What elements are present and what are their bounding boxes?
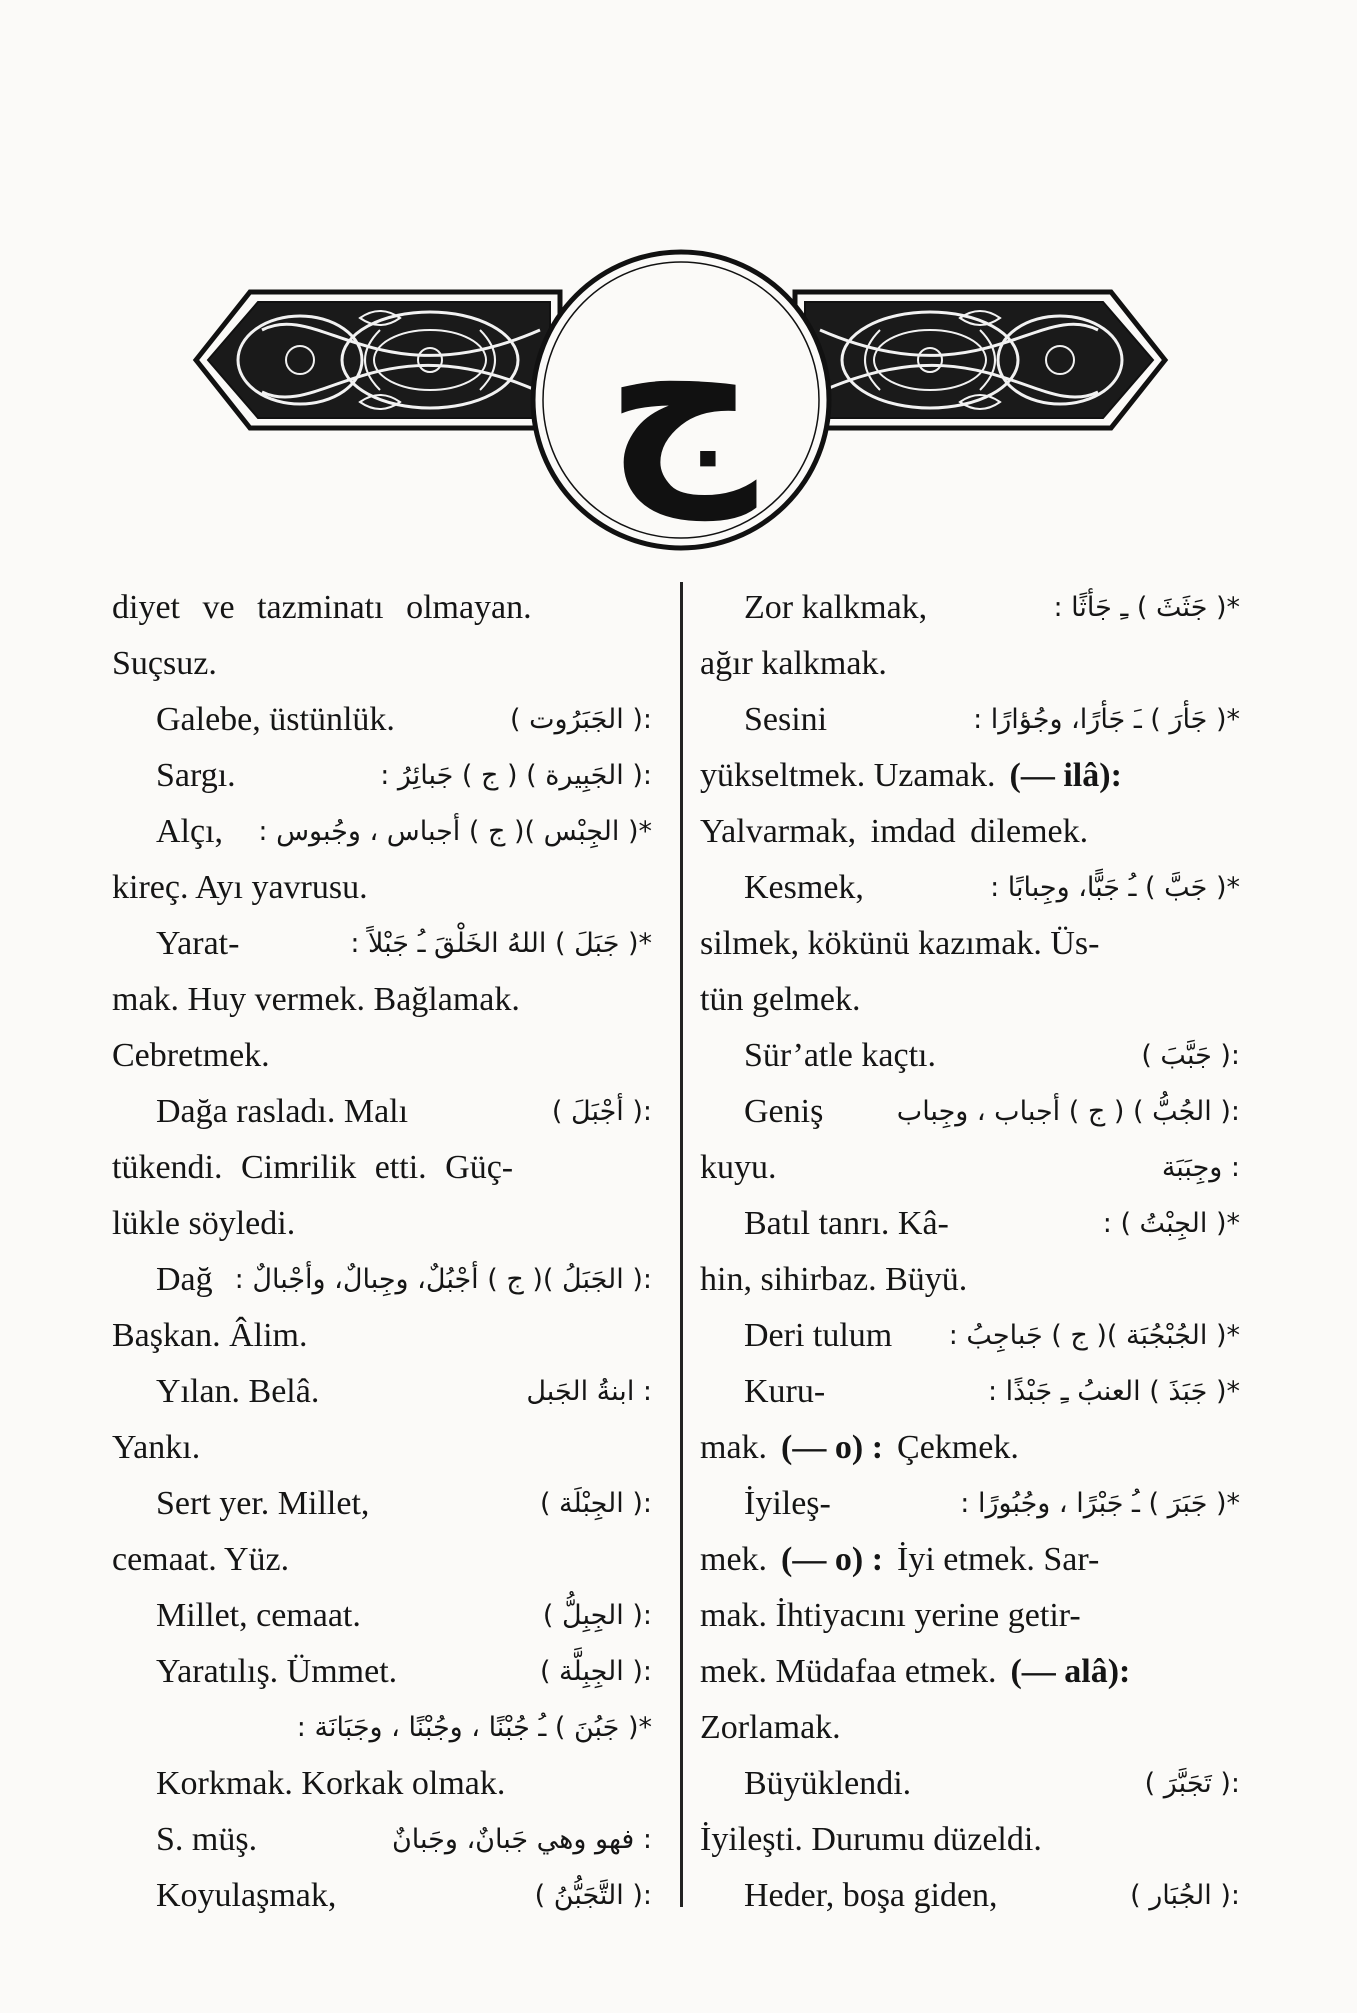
entry-text: Çekmek. xyxy=(897,1429,1019,1466)
entry-text: tün gelmek. xyxy=(700,981,861,1018)
entry-text: İyileşti. Durumu düzeldi. xyxy=(700,1821,1042,1858)
entry-line xyxy=(700,1532,1240,1588)
grammar-note: (— ilâ): xyxy=(1009,757,1122,794)
arabic-headword: :( تَجَبَّرَ ) xyxy=(1144,1768,1240,1799)
entry-text: mak. Huy vermek. Bağlamak. xyxy=(112,981,520,1018)
entry-line xyxy=(700,916,1240,972)
entry-text: Dağ xyxy=(156,1261,213,1298)
entry-text: Zor kalkmak, xyxy=(744,589,928,626)
arabic-headword: *( الجِبْس )( ج ) أجباس ، وجُبوس : xyxy=(258,816,652,847)
arabic-headword: :( الجُبَار ) xyxy=(1130,1880,1240,1911)
arabic-headword: : وجِبَبَة xyxy=(1161,1152,1240,1183)
entry-text: Sert yer. Millet, xyxy=(156,1485,370,1522)
entry-line xyxy=(112,1084,652,1140)
entry-line xyxy=(700,1588,1240,1644)
entry-text: Kesmek, xyxy=(744,869,864,906)
entry-text: Kuru- xyxy=(744,1373,826,1410)
arabic-headword: *( جَبَّ ) ـُ جَبًّا، وجِبابًا : xyxy=(990,872,1240,903)
letter-medallion xyxy=(533,252,829,548)
arabic-headword: :( الجَبَلُ )( ج ) أجْبُلٌ، وجِبالٌ، وأجْبالٌ : xyxy=(234,1264,652,1295)
entry-line xyxy=(700,692,1240,748)
arabic-headword: *( جَبَذَ ) العنبُ ـِ جَبْذًا : xyxy=(987,1376,1240,1407)
entry-line xyxy=(700,1252,1240,1308)
entry-line xyxy=(700,860,1240,916)
entry-line xyxy=(112,580,652,636)
entry-line xyxy=(112,1140,652,1196)
entry-text: Millet, cemaat. xyxy=(156,1597,361,1634)
left-arabesque-panel xyxy=(196,292,560,428)
entry-text: Batıl tanrı. Kâ- xyxy=(744,1205,949,1242)
entry-line xyxy=(700,1644,1240,1700)
arabic-headword: : فهو وهي جَبانٌ، وجَبانٌ xyxy=(391,1824,652,1855)
entry-text: Yarat- xyxy=(156,925,240,962)
entry-line xyxy=(700,1420,1240,1476)
entry-text: Sesini xyxy=(744,701,828,738)
arabic-headword: *( جَبَلَ ) اللهُ الخَلْقَ ـُ جَبْلاً : xyxy=(350,928,652,959)
entry-line xyxy=(112,916,652,972)
entry-text: İyileş- xyxy=(744,1485,831,1522)
entry-text: Zorlamak. xyxy=(700,1709,841,1746)
entry-line xyxy=(112,1364,652,1420)
grammar-note: (— alâ): xyxy=(1010,1653,1131,1690)
entry-text: Alçı, xyxy=(156,813,224,850)
entry-line xyxy=(700,972,1240,1028)
entry-text: Sargı. xyxy=(156,757,236,794)
entry-text: kuyu. xyxy=(700,1149,777,1186)
entry-text: cemaat. Yüz. xyxy=(112,1541,290,1578)
entry-line xyxy=(700,1084,1240,1140)
arabic-headword: :( التَّجَبُّنُ ) xyxy=(534,1880,652,1911)
entry-line xyxy=(112,748,652,804)
arabic-headword: *( جَبُنَ ) ـُ جُبْنًا ، وجُبْنًا ، وجَبَانَة : xyxy=(296,1712,652,1743)
entry-line xyxy=(112,1812,652,1868)
entry-line xyxy=(112,1196,652,1252)
left-column xyxy=(112,580,652,1924)
entry-line xyxy=(700,1700,1240,1756)
arabic-headword: :( الجِبِلَّة ) xyxy=(539,1656,652,1687)
entry-line xyxy=(700,580,1240,636)
section-letter: ج xyxy=(605,275,757,520)
entry-line xyxy=(700,1196,1240,1252)
entry-line xyxy=(700,804,1240,860)
entry-line xyxy=(112,804,652,860)
right-column xyxy=(700,580,1240,1924)
entry-text: mek. xyxy=(700,1541,768,1578)
entry-text: Korkmak. Korkak olmak. xyxy=(156,1765,506,1802)
entry-line xyxy=(700,1756,1240,1812)
entry-line xyxy=(112,1532,652,1588)
entry-line xyxy=(700,748,1240,804)
entry-text: Yaratılış. Ümmet. xyxy=(156,1653,398,1690)
entry-line xyxy=(112,1308,652,1364)
arabic-headword: *( جَأرَ ) ـَ جَأرًا، وجُؤارًا : xyxy=(973,704,1240,735)
entry-line xyxy=(112,1476,652,1532)
arabic-headword: :( الجُبُّ ) ( ج ) أجباب ، وجِباب xyxy=(896,1096,1240,1127)
entry-text: Yılan. Belâ. xyxy=(156,1373,320,1410)
entry-text: Yankı. xyxy=(112,1429,201,1466)
entry-line xyxy=(112,1252,652,1308)
entry-line xyxy=(112,636,652,692)
entry-line xyxy=(112,1588,652,1644)
entry-line xyxy=(112,692,652,748)
entry-line xyxy=(700,1476,1240,1532)
entry-text: İyi etmek. Sar- xyxy=(897,1541,1100,1578)
entry-text: lükle söyledi. xyxy=(112,1205,296,1242)
entry-line xyxy=(112,1420,652,1476)
entry-text: tükendi. Cimrilik etti. Güç- xyxy=(112,1149,514,1186)
arabic-headword: *( الجُبْجُبَة )( ج ) جَباجِبُ : xyxy=(948,1320,1240,1351)
entry-line xyxy=(112,1700,652,1756)
entry-text: Koyulaşmak, xyxy=(156,1877,337,1914)
entry-text: Geniş xyxy=(744,1093,824,1130)
entry-text: Heder, boşa giden, xyxy=(744,1877,998,1914)
entry-line xyxy=(700,1308,1240,1364)
entry-text: silmek, kökünü kazımak. Üs- xyxy=(700,925,1100,962)
arabic-headword: :( الجَبِيرة ) ( ج ) جَبائِرُ : xyxy=(380,760,652,791)
entry-text: Deri tulum xyxy=(744,1317,893,1354)
entry-text: kireç. Ayı yavrusu. xyxy=(112,869,368,906)
arabic-headword: : ابنةُ الجَبل xyxy=(526,1376,652,1407)
entry-line xyxy=(700,1812,1240,1868)
entry-line xyxy=(700,1364,1240,1420)
entry-text: Yalvarmak, imdad dilemek. xyxy=(700,813,1089,850)
entry-text: Büyüklendi. xyxy=(744,1765,912,1802)
entry-text: mek. Müdafaa etmek. xyxy=(700,1653,997,1690)
right-arabesque-panel xyxy=(795,292,1165,428)
entry-text: Galebe, üstünlük. xyxy=(156,701,395,738)
arabic-headword: :( الجِبِلُّ ) xyxy=(542,1600,652,1631)
entry-line xyxy=(700,1868,1240,1924)
arabic-headword: :( أجْبَلَ ) xyxy=(551,1096,652,1127)
entry-text: yükseltmek. Uzamak. xyxy=(700,757,996,794)
arabic-headword: :( الجِبْلَة ) xyxy=(539,1488,652,1519)
entry-line xyxy=(112,1644,652,1700)
entry-text: Cebretmek. xyxy=(112,1037,270,1074)
entry-text: mak. xyxy=(700,1429,768,1466)
entry-line xyxy=(112,972,652,1028)
entry-text: ağır kalkmak. xyxy=(700,645,887,682)
arabic-headword: *( جَبَرَ ) ـُ جَبْرًا ، وجُبُورًا : xyxy=(960,1488,1240,1519)
entry-text: mak. İhtiyacını yerine getir- xyxy=(700,1597,1081,1634)
entry-line xyxy=(112,860,652,916)
entry-line xyxy=(112,1028,652,1084)
entry-text: diyet ve tazminatı olmayan. xyxy=(112,589,532,626)
grammar-note: (— o) : xyxy=(781,1429,884,1466)
grammar-note: (— o) : xyxy=(781,1541,884,1578)
entry-line xyxy=(700,1140,1240,1196)
arabic-headword: :( الجَبَرُوت ) xyxy=(510,704,652,735)
arabic-headword: *( الجِبْتُ ) : xyxy=(1102,1208,1240,1239)
arabic-headword: :( جَبَّبَ ) xyxy=(1141,1040,1240,1071)
entry-line xyxy=(112,1868,652,1924)
column-divider xyxy=(680,582,683,1907)
entry-text: Başkan. Âlim. xyxy=(112,1317,308,1354)
entry-line xyxy=(700,636,1240,692)
entry-text: hin, sihirbaz. Büyü. xyxy=(700,1261,968,1298)
entry-line xyxy=(700,1028,1240,1084)
entry-text: Suçsuz. xyxy=(112,645,217,682)
entry-text: Dağa rasladı. Malı xyxy=(156,1093,409,1130)
header-ornament xyxy=(0,0,1357,560)
entry-text: S. müş. xyxy=(156,1821,258,1858)
entry-text: Sür’atle kaçtı. xyxy=(744,1037,936,1074)
entry-line xyxy=(112,1756,652,1812)
arabic-headword: *( جَثَثَ ) ـِ جَأثًا : xyxy=(1053,592,1240,623)
